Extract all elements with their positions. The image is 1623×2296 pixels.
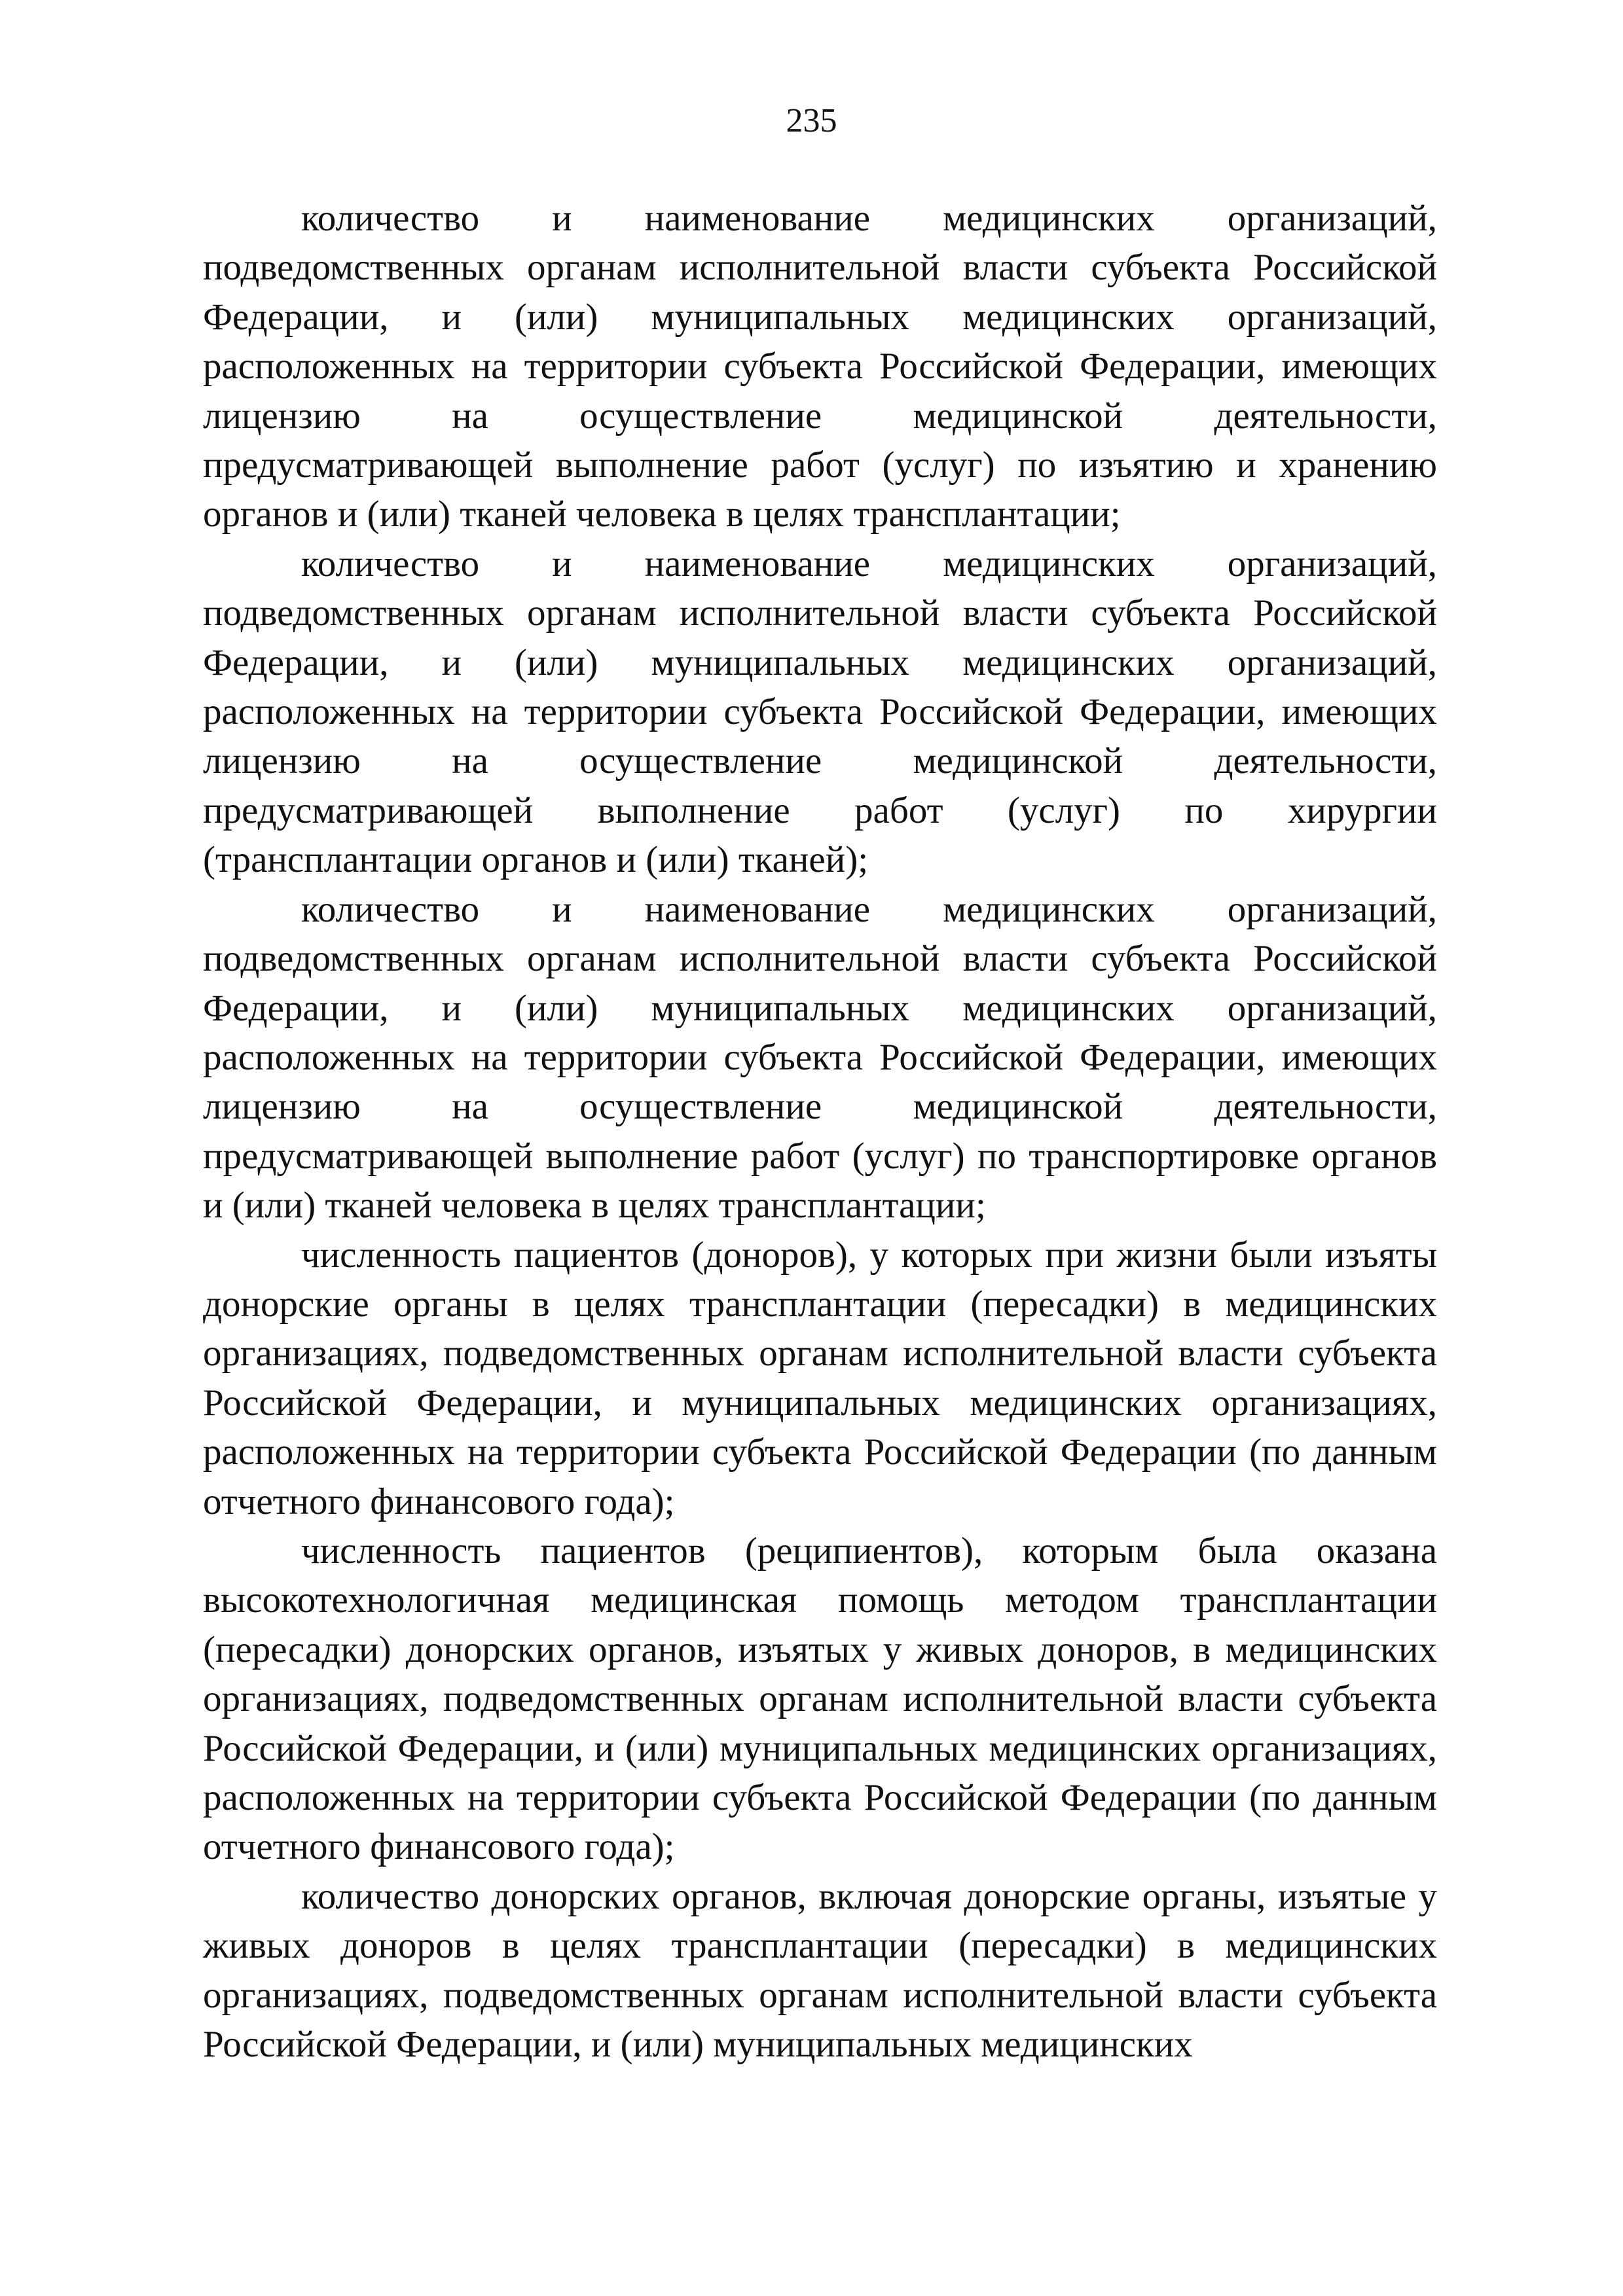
paragraph-6: количество донорских органов, включая донорские органы, изъятые у живых доноров в целях трансплантации (пересадки) в медицинских организациях, подведомственных органам исполнительной власти субъекта Российской Федерации, и (или) муниципальных медицинских <box>203 1875 1437 2066</box>
paragraph-2: количество и наименование медицинских организаций, подведомственных органам исполнительной власти субъекта Российской Федерации, и (или) муниципальных медицинских организаций, расположенных на территории субъекта Российской Федерации, имеющих лицензию на осуществление медицинской деятельности, предусматривающей выполнение работ (услуг) по хирургии (трансплантации органов и (или) тканей); <box>203 543 1437 881</box>
paragraph-4: численность пациентов (доноров), у которых при жизни были изъяты донорские органы в целях трансплантации (пересадки) в медицинских организациях, подведомственных органам исполнительной власти субъекта Российской Федерации, и муниципальных медицинских организациях, расположенных на территории субъекта Российской Федерации (по данным отчетного финансового года); <box>203 1234 1437 1522</box>
paragraph-5: численность пациентов (реципиентов), которым была оказана высокотехнологичная медицинская помощь методом трансплантации (пересадки) донорских органов, изъятых у живых доноров, в медицинских организациях, подведомственных органам исполнительной власти субъекта Российской Федерации, и (или) муниципальных медицинских организациях, расположенных на территории субъекта Российской Федерации (по данным отчетного финансового года); <box>203 1530 1437 1868</box>
paragraph-1: количество и наименование медицинских организаций, подведомственных органам исполнительной власти субъекта Российской Федерации, и (или) муниципальных медицинских организаций, расположенных на территории субъекта Российской Федерации, имеющих лицензию на осуществление медицинской деятельности, предусматривающей выполнение работ (услуг) по изъятию и хранению органов и (или) тканей человека в целях трансплантации; <box>203 198 1437 535</box>
document-body <box>203 194 1437 2069</box>
page-number: 235 <box>786 102 837 139</box>
paragraph-3: количество и наименование медицинских организаций, подведомственных органам исполнительной власти субъекта Российской Федерации, и (или) муниципальных медицинских организаций, расположенных на территории субъекта Российской Федерации, имеющих лицензию на осуществление медицинской деятельности, предусматривающей выполнение работ (услуг) по транспортировке органов и (или) тканей человека в целях трансплантации; <box>203 888 1437 1227</box>
